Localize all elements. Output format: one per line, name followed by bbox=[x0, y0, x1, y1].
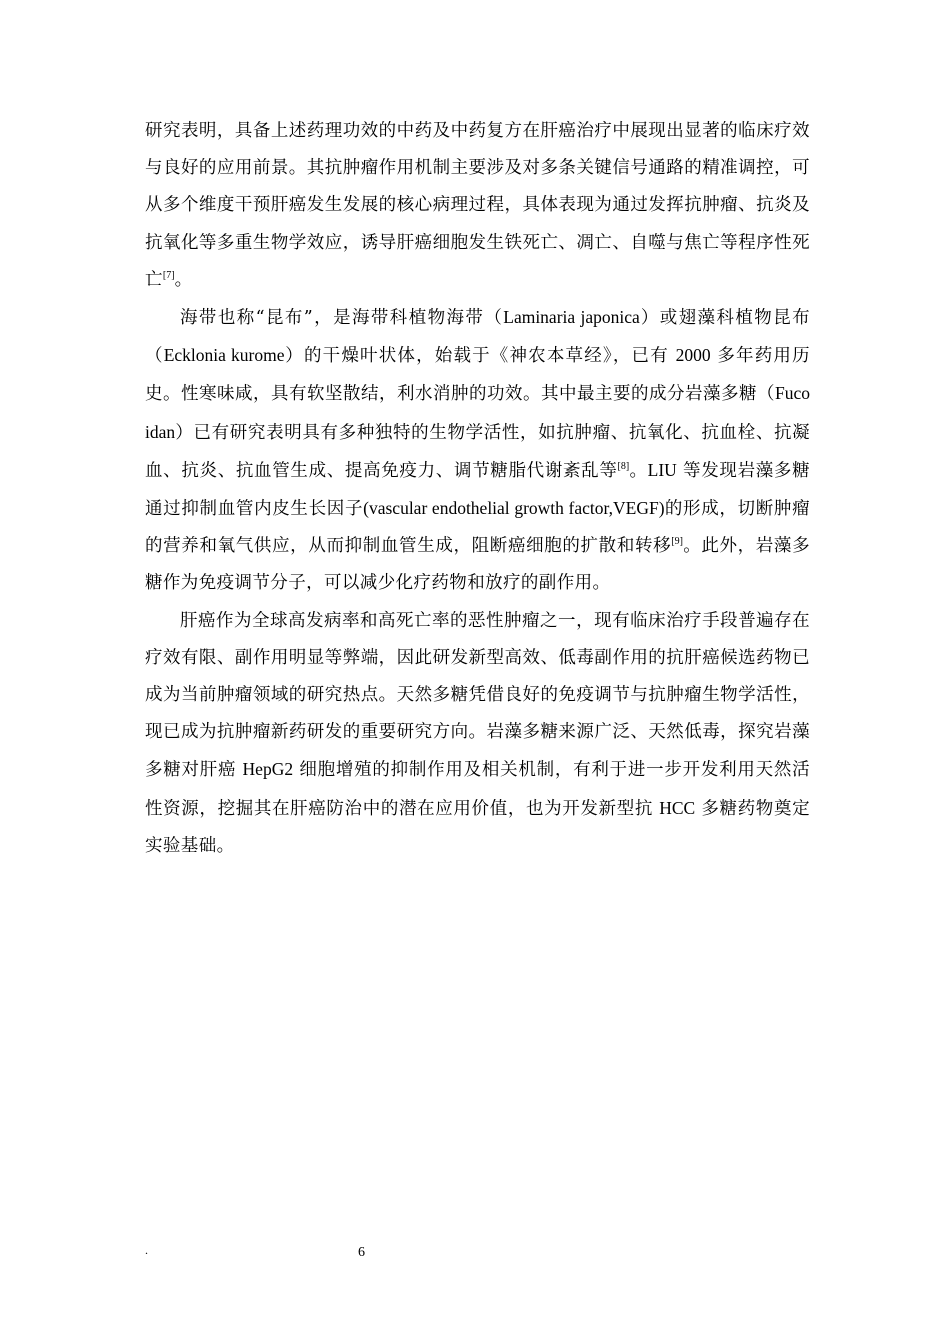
footer-dot: . bbox=[145, 1243, 148, 1257]
text-run: 多糖药物奠定实验基础。 bbox=[145, 798, 810, 856]
latin-term: Ecklonia kurome bbox=[163, 345, 285, 366]
latin-term: Fucoidan bbox=[145, 383, 810, 442]
document-body bbox=[145, 113, 810, 865]
text-run: 肝癌作为全球高发病率和高死亡率的恶性肿瘤之一，现有临床治疗手段普遍存在疗效有限、副作用明显等弊端，因此研发新型高效、低毒副作用的抗肝癌候选药物已成为当前肿瘤领域的研究热点。天然多糖凭借良好的免疫调节与抗肿瘤生物学活性，现已成为抗肿瘤新药研发的重要研究方向。岩藻多糖来源广泛、天然低毒，探究岩藻多糖对肝癌 bbox=[145, 610, 810, 781]
text-run: 细胞增殖的抑制作用及相关机制，有利于进一步开发利用天然活性资源，挖掘其在肝癌防治中的潜在应用价值，也为开发新型抗 bbox=[145, 760, 810, 819]
page-number: 6 bbox=[358, 1245, 365, 1260]
paragraph-2 bbox=[145, 299, 810, 603]
latin-term: Laminaria japonica bbox=[503, 307, 640, 328]
text-run: ）已有研究表明具有多种独特的生物学活性，如抗肿瘤、抗氧化、抗血栓、抗凝血、抗炎、抗血管生成、提高免疫力、调节糖脂代谢紊乱等 bbox=[145, 422, 810, 481]
citation-ref: [7] bbox=[162, 269, 175, 281]
text-run: 多年药用历史。性寒味咸，具有软坚散结，利水消肿的功效。其中最主要的成分岩藻多糖（ bbox=[145, 346, 810, 405]
text-run: ）或翅藻科植物昆布（ bbox=[145, 308, 811, 367]
latin-term: HCC bbox=[659, 797, 696, 818]
text-run: 海带也称“昆布”，是海带科植物海带（ bbox=[180, 308, 504, 329]
text-run: 的形成，切断肿瘤的营养和氧气供应，从而抑制血管生成，阻断癌细胞的扩散和转移 bbox=[145, 499, 810, 557]
paragraph-3 bbox=[145, 603, 810, 865]
latin-term: LIU bbox=[647, 459, 677, 480]
text-run: ）的干燥叶状体，始载于《神农本草经》，已有 bbox=[284, 346, 676, 367]
text-run: 。 bbox=[629, 460, 648, 481]
paragraph-1 bbox=[145, 113, 810, 299]
latin-term: HepG2 bbox=[242, 759, 294, 780]
text-run: 。 bbox=[174, 269, 193, 290]
citation-ref: [9] bbox=[671, 536, 683, 548]
text-run: 。此外，岩藻多糖作为免疫调节分子，可以减少化疗药物和放疗的副作用。 bbox=[145, 536, 810, 594]
text-run: 等发现岩藻多糖通过抑制血管内皮生长因子 bbox=[145, 460, 810, 520]
citation-ref: [8] bbox=[617, 460, 630, 472]
latin-term: 2000 bbox=[675, 345, 711, 366]
latin-term: (vascular endothelial growth factor,VEGF) bbox=[363, 498, 665, 519]
text-run: 研究表明，具备上述药理功效的中药及中药复方在肝癌治疗中展现出显著的临床疗效与良好的应用前景。其抗肿瘤作用机制主要涉及对多条关键信号通路的精准调控，可从多个维度干预肝癌发生发展的核心病理过程，具体表现为通过发挥抗肿瘤、抗炎及抗氧化等多重生物学效应，诱导肝癌细胞发生铁死亡、凋亡、自噬与焦亡等程序性死亡 bbox=[145, 121, 810, 290]
